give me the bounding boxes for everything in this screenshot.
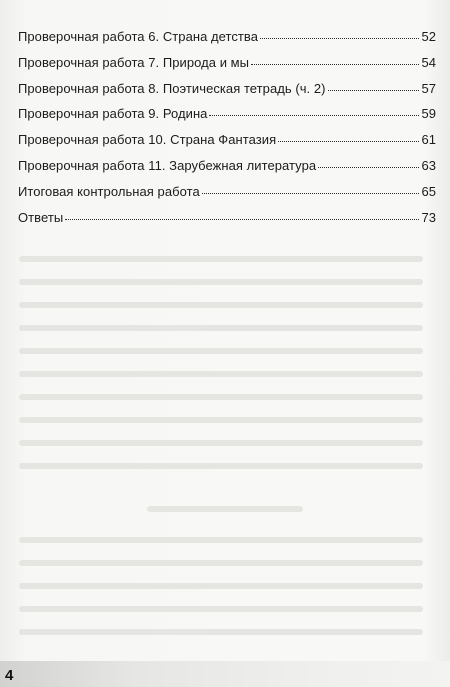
toc-entry-title: Проверочная работа 8. Поэтическая тетрадь (ч. 2) [18,80,326,96]
toc-entry-page: 59 [421,106,436,122]
toc-entry [18,132,436,158]
toc-entry-title: Проверочная работа 7. Природа и мы [18,54,250,70]
toc-entry [18,106,436,132]
page-footer-band [0,661,450,687]
table-of-contents [18,29,436,235]
toc-entry [18,81,436,107]
toc-entry-page: 65 [421,183,436,199]
show-through-texture [0,245,450,665]
toc-entry [18,184,436,210]
dot-leader [260,38,419,39]
toc-entry-title: Итоговая контрольная работа [18,183,200,199]
toc-entry-title: Ответы [18,209,64,225]
toc-entry-page: 54 [421,54,436,70]
page-number: 4 [5,667,14,684]
toc-entry-title: Проверочная работа 10. Страна Фантазия [18,132,277,148]
toc-entry [18,29,436,55]
toc-entry [18,158,436,184]
dot-leader [65,219,419,220]
toc-entry-title: Проверочная работа 11. Зарубежная литература [18,157,317,173]
toc-entry-page: 57 [421,80,436,96]
toc-entry-page: 52 [421,29,436,44]
toc-entry-page: 63 [421,157,436,173]
toc-entry-page: 61 [421,132,436,148]
toc-entry-page: 73 [421,209,436,225]
dot-leader [328,90,420,91]
dot-leader [278,141,419,142]
dot-leader [251,64,419,65]
toc-entry-title: Проверочная работа 6. Страна детства [18,29,259,44]
toc-entry [18,210,436,236]
toc-entry [18,55,436,81]
dot-leader [202,193,420,194]
dot-leader [209,115,419,116]
dot-leader [318,167,419,168]
toc-entry-title: Проверочная работа 9. Родина [18,106,208,122]
